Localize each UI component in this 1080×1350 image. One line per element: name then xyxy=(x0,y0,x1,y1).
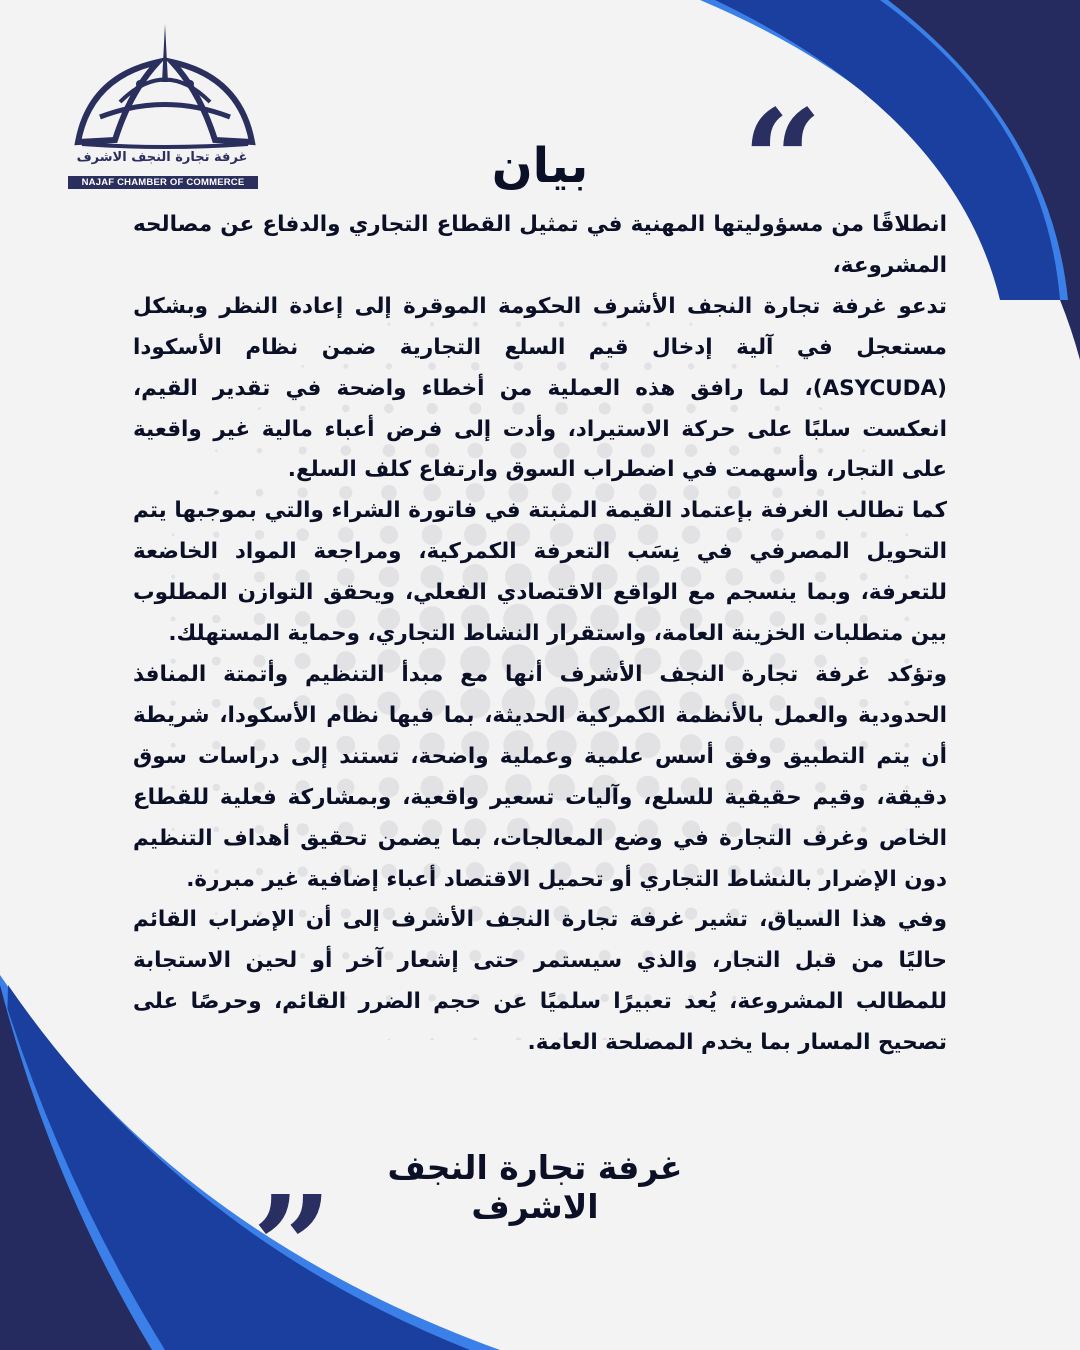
logo-arabic-name: غرفة تجارة النجف الاشرف xyxy=(76,150,248,165)
paragraph-intro: انطلاقًا من مسؤوليتها المهنية في تمثيل القطاع التجاري والدفاع عن مصالحه المشروعة، xyxy=(133,212,947,278)
statement-title: بيان xyxy=(491,138,589,194)
statement-body xyxy=(133,205,947,1064)
paragraph-strike-context: وفي هذا السياق، تشير غرفة تجارة النجف الأشرف إلى أن الإضراب القائم حاليًا من قبل التجار، والذي سيستمر حتى إشعار آخر أو لحين الاستجابة للمطالب المشروعة، يُعد تعبيرًا سلميًا عن حجم الضرر القائم، وحرصًا على تصحيح المسار بما يخدم المصلحة العامة. xyxy=(133,907,947,1056)
right-edge-strip xyxy=(1060,300,1080,360)
paragraph-call-to-review: تدعو غرفة تجارة النجف الأشرف الحكومة الموقرة إلى إعادة النظر وبشكل مستعجل في آلية إدخال قيم السلع التجارية ضمن نظام الأسكودا (ASYCUDA)، لما رافق هذه العملية من أخطاء واضحة في تقدير القيم، انعكست سلبًا على حركة الاستيراد، وأدت إلى فرض أعباء مالية غير واقعية على التجار، وأسهمت في اضطراب السوق وارتفاع كلف السلع. xyxy=(133,293,947,483)
calligraphy-emblem-icon xyxy=(70,22,260,152)
close-quote-icon: ” xyxy=(252,1166,333,1330)
open-quote-icon: “ xyxy=(742,80,823,244)
signature: غرفة تجارة النجف الاشرف xyxy=(387,1148,683,1226)
logo-english-name: NAJAF CHAMBER OF COMMERCE xyxy=(68,176,258,189)
chamber-logo xyxy=(62,22,262,192)
paragraph-affirmation: وتؤكد غرفة تجارة النجف الأشرف أنها مع مبدأ التنظيم وأتمتة المنافذ الحدودية والعمل بالأنظمة الكمركية الحديثة، بما فيها نظام الأسكودا، شريطة أن يتم التطبيق وفق أسس علمية وعملية واضحة، تستند إلى دراسات سوق دقيقة، وقيم حقيقية للسلع، وآليات تسعير واقعية، وبمشاركة فعلية للقطاع الخاص وغرف التجارة في وضع المعالجات، بما يضمن تحقيق أهداف التنظيم دون الإضرار بالنشاط التجاري أو تحميل الاقتصاد أعباء إضافية غير مبررة. xyxy=(133,661,947,892)
paragraph-demands: كما تطالب الغرفة بإعتماد القيمة المثبتة في فاتورة الشراء والتي بموجبها يتم التحويل المصرفي في نِسَب التعرفة الكمركية، ومراجعة المواد الخاضعة للتعرفة، وبما ينسجم مع الواقع الاقتصادي الفعلي، ويحقق التوازن المطلوب بين متطلبات الخزينة العامة، واستقرار النشاط التجاري، وحماية المستهلك. xyxy=(133,498,947,647)
